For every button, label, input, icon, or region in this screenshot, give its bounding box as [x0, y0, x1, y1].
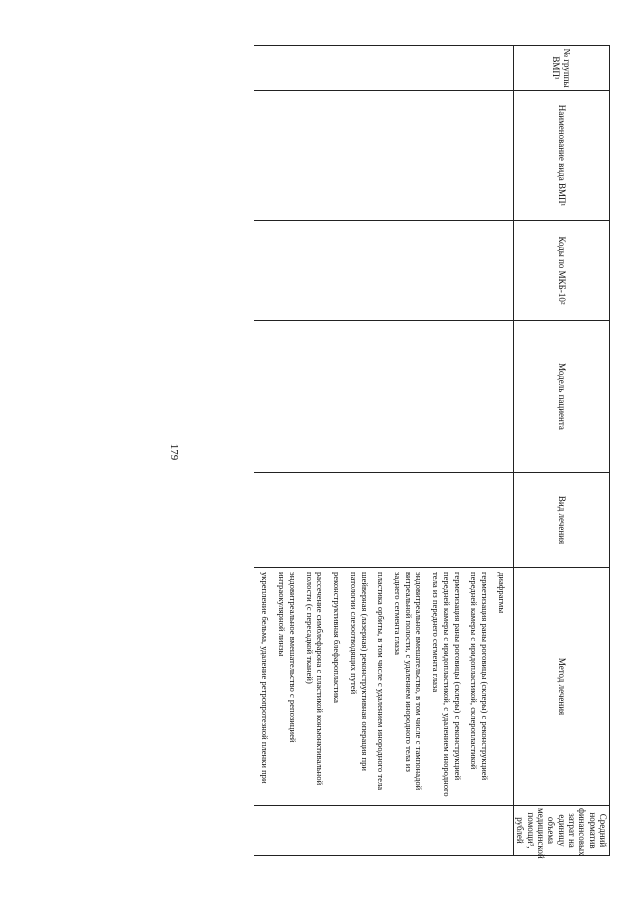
method-item: пластика орбиты, в том числе с удалением инородного тела: [376, 572, 387, 791]
header-row: [513, 46, 609, 856]
header-cost-norm: Средний норматив финансовых затрат на единицу объема медицинской помощи³, рублей: [513, 806, 609, 856]
method-item: эндовитреальное вмешательство, в том числе с тампонадой витреальной полости, с удалением инородного тела из заднего сегмента глаза: [393, 572, 425, 791]
cell-treatment-type: [254, 473, 514, 568]
header-vmp-name: Наименование вида ВМП¹: [513, 91, 609, 221]
table-container: [90, 45, 610, 859]
cell-icd-codes: [254, 221, 514, 321]
method-item: реконструктивная блефаропластика: [332, 572, 343, 703]
cell-patient-model: [254, 321, 514, 473]
header-patient-model: Модель пациента: [513, 321, 609, 473]
header-group-no: № группы ВМП¹: [513, 46, 609, 91]
method-item: герметизация раны роговицы (склеры) с реконструкцией передней камеры с иридопластикой, с удалением инородного тела из переднего сегмента глаза: [431, 572, 463, 797]
method-item: диафрагмы: [496, 572, 507, 614]
page-number: 179: [168, 443, 180, 461]
method-item: шейверная (лазерная) реконструктивная операция при патологии слезоотводящих путей: [348, 572, 370, 772]
table-row: [254, 46, 514, 856]
cell-cost-norm: [254, 806, 514, 856]
vmp-table: [254, 45, 610, 859]
header-treatment-type: Вид лечения: [513, 473, 609, 568]
method-item: укрепление бельма, удаление ретропротезной пленки при: [260, 572, 271, 784]
method-item: рассечение симблефарона с пластикой конъюнктивальной полости (с пересадкой тканей): [304, 572, 326, 786]
cell-treatment-method: [254, 568, 514, 806]
method-item: эндовитреальное вмешательство с репозицией интраокулярной линзы: [277, 572, 298, 743]
cell-group-no: [254, 46, 514, 91]
cell-vmp-name: [254, 91, 514, 221]
header-treatment-method: Метод лечения: [513, 568, 609, 806]
method-item: герметизация раны роговицы (склеры) с реконструкцией передней камеры с иридопластикой, склеропластикой: [469, 572, 491, 781]
header-icd-codes: Коды по МКБ-10²: [513, 221, 609, 321]
treatment-method-list: [260, 568, 513, 805]
